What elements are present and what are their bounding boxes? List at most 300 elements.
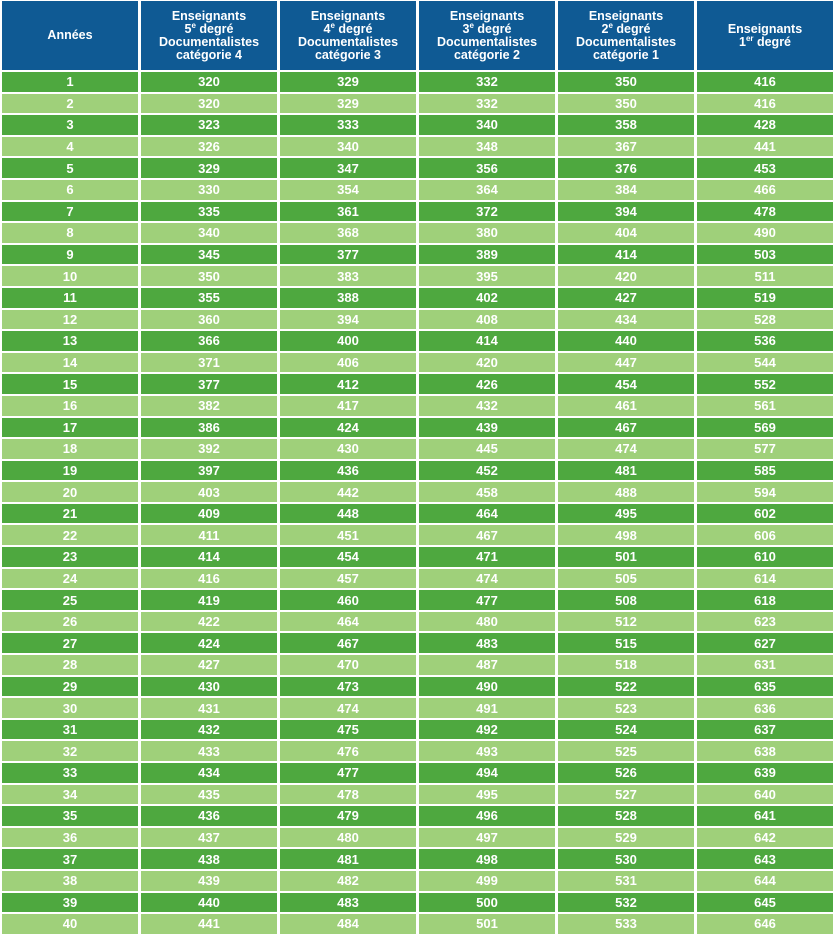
value-cell: 409 <box>141 504 277 524</box>
value-cell: 530 <box>558 849 694 869</box>
value-cell: 389 <box>419 245 555 265</box>
degree-word: degré <box>612 21 651 36</box>
degree-word: degré <box>334 21 373 36</box>
value-cell: 340 <box>280 137 416 157</box>
table-row <box>2 547 833 567</box>
value-cell: 406 <box>280 353 416 373</box>
value-cell: 320 <box>141 72 277 92</box>
table-row <box>2 612 833 632</box>
value-cell: 474 <box>558 439 694 459</box>
degree-suffix: e <box>330 20 335 30</box>
value-cell: 392 <box>141 439 277 459</box>
value-cell: 348 <box>419 137 555 157</box>
table-row <box>2 202 833 222</box>
table-row <box>2 914 833 934</box>
value-cell: 476 <box>280 741 416 761</box>
value-cell: 470 <box>280 655 416 675</box>
year-cell: 26 <box>2 612 138 632</box>
value-cell: 640 <box>697 785 833 805</box>
table-row <box>2 633 833 653</box>
value-cell: 441 <box>141 914 277 934</box>
value-cell: 454 <box>280 547 416 567</box>
value-cell: 411 <box>141 525 277 545</box>
value-cell: 536 <box>697 331 833 351</box>
value-cell: 498 <box>419 849 555 869</box>
table-row <box>2 871 833 891</box>
value-cell: 441 <box>697 137 833 157</box>
header-line: catégorie 1 <box>592 47 659 62</box>
year-cell: 27 <box>2 633 138 653</box>
value-cell: 471 <box>419 547 555 567</box>
value-cell: 483 <box>419 633 555 653</box>
value-cell: 639 <box>697 763 833 783</box>
value-cell: 345 <box>141 245 277 265</box>
value-cell: 533 <box>558 914 694 934</box>
value-cell: 495 <box>558 504 694 524</box>
header-degree <box>323 20 373 36</box>
header-categorie-3 <box>280 1 416 70</box>
header-categorie-1 <box>558 1 694 70</box>
year-cell: 31 <box>2 720 138 740</box>
degree-suffix: e <box>469 20 474 30</box>
year-cell: 4 <box>2 137 138 157</box>
value-cell: 491 <box>419 698 555 718</box>
degree-suffix: er <box>745 33 754 43</box>
value-cell: 637 <box>697 720 833 740</box>
table-row <box>2 158 833 178</box>
value-cell: 501 <box>558 547 694 567</box>
value-cell: 602 <box>697 504 833 524</box>
value-cell: 340 <box>419 115 555 135</box>
value-cell: 442 <box>280 482 416 502</box>
value-cell: 490 <box>697 223 833 243</box>
value-cell: 329 <box>141 158 277 178</box>
value-cell: 427 <box>141 655 277 675</box>
value-cell: 376 <box>558 158 694 178</box>
value-cell: 367 <box>558 137 694 157</box>
year-cell: 30 <box>2 698 138 718</box>
value-cell: 355 <box>141 288 277 308</box>
table-row <box>2 849 833 869</box>
value-cell: 473 <box>280 677 416 697</box>
value-cell: 483 <box>280 893 416 913</box>
table-row <box>2 525 833 545</box>
value-cell: 646 <box>697 914 833 934</box>
value-cell: 366 <box>141 331 277 351</box>
value-cell: 552 <box>697 374 833 394</box>
value-cell: 522 <box>558 677 694 697</box>
year-cell: 17 <box>2 418 138 438</box>
table-row <box>2 266 833 286</box>
value-cell: 383 <box>280 266 416 286</box>
value-cell: 451 <box>280 525 416 545</box>
value-cell: 474 <box>280 698 416 718</box>
value-cell: 594 <box>697 482 833 502</box>
value-cell: 432 <box>141 720 277 740</box>
value-cell: 433 <box>141 741 277 761</box>
table-row <box>2 785 833 805</box>
degree-suffix: e <box>608 20 613 30</box>
value-cell: 480 <box>419 612 555 632</box>
value-cell: 627 <box>697 633 833 653</box>
header-line: catégorie 2 <box>453 47 520 62</box>
table-row <box>2 720 833 740</box>
value-cell: 420 <box>419 353 555 373</box>
value-cell: 422 <box>141 612 277 632</box>
value-cell: 430 <box>280 439 416 459</box>
degree-number: 4 <box>323 21 331 36</box>
value-cell: 525 <box>558 741 694 761</box>
year-cell: 14 <box>2 353 138 373</box>
value-cell: 440 <box>558 331 694 351</box>
value-cell: 434 <box>558 310 694 330</box>
table-row <box>2 353 833 373</box>
value-cell: 481 <box>280 849 416 869</box>
value-cell: 382 <box>141 396 277 416</box>
value-cell: 477 <box>419 590 555 610</box>
year-cell: 23 <box>2 547 138 567</box>
value-cell: 631 <box>697 655 833 675</box>
value-cell: 417 <box>280 396 416 416</box>
value-cell: 496 <box>419 806 555 826</box>
value-cell: 438 <box>141 849 277 869</box>
value-cell: 529 <box>558 828 694 848</box>
header-line: Enseignants <box>171 8 247 23</box>
year-cell: 20 <box>2 482 138 502</box>
year-cell: 2 <box>2 94 138 114</box>
value-cell: 503 <box>697 245 833 265</box>
value-cell: 528 <box>697 310 833 330</box>
value-cell: 361 <box>280 202 416 222</box>
value-cell: 372 <box>419 202 555 222</box>
value-cell: 427 <box>558 288 694 308</box>
value-cell: 320 <box>141 94 277 114</box>
table-row <box>2 245 833 265</box>
value-cell: 457 <box>280 569 416 589</box>
value-cell: 482 <box>280 871 416 891</box>
value-cell: 478 <box>280 785 416 805</box>
table-row <box>2 94 833 114</box>
value-cell: 569 <box>697 418 833 438</box>
value-cell: 384 <box>558 180 694 200</box>
value-cell: 332 <box>419 72 555 92</box>
value-cell: 531 <box>558 871 694 891</box>
value-cell: 481 <box>558 461 694 481</box>
value-cell: 371 <box>141 353 277 373</box>
value-cell: 527 <box>558 785 694 805</box>
header-categorie-2 <box>419 1 555 70</box>
table-row <box>2 396 833 416</box>
header-degree <box>601 20 651 36</box>
table-row <box>2 331 833 351</box>
year-cell: 10 <box>2 266 138 286</box>
year-cell: 19 <box>2 461 138 481</box>
year-cell: 16 <box>2 396 138 416</box>
value-cell: 478 <box>697 202 833 222</box>
value-cell: 464 <box>280 612 416 632</box>
value-cell: 464 <box>419 504 555 524</box>
header-line: Documentalistes <box>436 34 538 49</box>
value-cell: 333 <box>280 115 416 135</box>
year-cell: 40 <box>2 914 138 934</box>
degree-number: 2 <box>601 21 609 36</box>
value-cell: 364 <box>419 180 555 200</box>
table-row <box>2 115 833 135</box>
value-cell: 636 <box>697 698 833 718</box>
value-cell: 420 <box>558 266 694 286</box>
header-annees-label: Années <box>47 28 93 42</box>
year-cell: 38 <box>2 871 138 891</box>
value-cell: 358 <box>558 115 694 135</box>
value-cell: 635 <box>697 677 833 697</box>
value-cell: 377 <box>280 245 416 265</box>
year-cell: 3 <box>2 115 138 135</box>
value-cell: 350 <box>558 94 694 114</box>
year-cell: 18 <box>2 439 138 459</box>
table-row <box>2 763 833 783</box>
value-cell: 424 <box>141 633 277 653</box>
table-row <box>2 137 833 157</box>
year-cell: 5 <box>2 158 138 178</box>
value-cell: 467 <box>419 525 555 545</box>
degree-word: degré <box>753 34 792 49</box>
value-cell: 432 <box>419 396 555 416</box>
header-degree <box>184 20 234 36</box>
value-cell: 467 <box>280 633 416 653</box>
year-cell: 28 <box>2 655 138 675</box>
value-cell: 508 <box>558 590 694 610</box>
degree-number: 1 <box>738 34 746 49</box>
value-cell: 448 <box>280 504 416 524</box>
value-cell: 501 <box>419 914 555 934</box>
value-cell: 426 <box>419 374 555 394</box>
year-cell: 32 <box>2 741 138 761</box>
year-cell: 29 <box>2 677 138 697</box>
year-cell: 7 <box>2 202 138 222</box>
year-cell: 6 <box>2 180 138 200</box>
value-cell: 460 <box>280 590 416 610</box>
year-cell: 9 <box>2 245 138 265</box>
header-line: Documentalistes <box>575 34 677 49</box>
value-cell: 461 <box>558 396 694 416</box>
value-cell: 495 <box>419 785 555 805</box>
table-row <box>2 828 833 848</box>
table-row <box>2 655 833 675</box>
value-cell: 493 <box>419 741 555 761</box>
value-cell: 412 <box>280 374 416 394</box>
value-cell: 452 <box>419 461 555 481</box>
table-row <box>2 288 833 308</box>
value-cell: 431 <box>141 698 277 718</box>
value-cell: 643 <box>697 849 833 869</box>
value-cell: 484 <box>280 914 416 934</box>
value-cell: 330 <box>141 180 277 200</box>
degree-number: 5 <box>184 21 192 36</box>
value-cell: 326 <box>141 137 277 157</box>
table-row <box>2 677 833 697</box>
year-cell: 34 <box>2 785 138 805</box>
value-cell: 644 <box>697 871 833 891</box>
value-cell: 377 <box>141 374 277 394</box>
value-cell: 360 <box>141 310 277 330</box>
value-cell: 350 <box>141 266 277 286</box>
year-cell: 24 <box>2 569 138 589</box>
table-row <box>2 461 833 481</box>
value-cell: 368 <box>280 223 416 243</box>
value-cell: 447 <box>558 353 694 373</box>
value-cell: 454 <box>558 374 694 394</box>
header-line: catégorie 4 <box>175 47 242 62</box>
value-cell: 416 <box>697 72 833 92</box>
value-cell: 437 <box>141 828 277 848</box>
value-cell: 561 <box>697 396 833 416</box>
value-cell: 479 <box>280 806 416 826</box>
value-cell: 544 <box>697 353 833 373</box>
table-row <box>2 893 833 913</box>
value-cell: 490 <box>419 677 555 697</box>
year-cell: 39 <box>2 893 138 913</box>
year-cell: 37 <box>2 849 138 869</box>
value-cell: 380 <box>419 223 555 243</box>
value-cell: 497 <box>419 828 555 848</box>
value-cell: 388 <box>280 288 416 308</box>
value-cell: 499 <box>419 871 555 891</box>
value-cell: 397 <box>141 461 277 481</box>
value-cell: 416 <box>141 569 277 589</box>
year-cell: 15 <box>2 374 138 394</box>
value-cell: 335 <box>141 202 277 222</box>
year-cell: 33 <box>2 763 138 783</box>
value-cell: 404 <box>558 223 694 243</box>
table-row <box>2 698 833 718</box>
value-cell: 480 <box>280 828 416 848</box>
value-cell: 440 <box>141 893 277 913</box>
value-cell: 466 <box>697 180 833 200</box>
table-row <box>2 569 833 589</box>
table-row <box>2 806 833 826</box>
table-row <box>2 310 833 330</box>
value-cell: 439 <box>419 418 555 438</box>
degree-word: degré <box>195 21 234 36</box>
value-cell: 610 <box>697 547 833 567</box>
year-cell: 22 <box>2 525 138 545</box>
value-cell: 614 <box>697 569 833 589</box>
table-row <box>2 741 833 761</box>
value-cell: 428 <box>697 115 833 135</box>
header-line: Enseignants <box>588 8 664 23</box>
header-line: catégorie 3 <box>314 47 381 62</box>
value-cell: 467 <box>558 418 694 438</box>
value-cell: 638 <box>697 741 833 761</box>
degree-suffix: e <box>191 20 196 30</box>
value-cell: 430 <box>141 677 277 697</box>
value-cell: 403 <box>141 482 277 502</box>
value-cell: 394 <box>280 310 416 330</box>
value-cell: 350 <box>558 72 694 92</box>
value-cell: 505 <box>558 569 694 589</box>
value-cell: 332 <box>419 94 555 114</box>
value-cell: 524 <box>558 720 694 740</box>
table-row <box>2 504 833 524</box>
value-cell: 419 <box>141 590 277 610</box>
table-row <box>2 72 833 92</box>
value-cell: 585 <box>697 461 833 481</box>
year-cell: 8 <box>2 223 138 243</box>
value-cell: 458 <box>419 482 555 502</box>
value-cell: 400 <box>280 331 416 351</box>
value-cell: 395 <box>419 266 555 286</box>
value-cell: 512 <box>558 612 694 632</box>
value-cell: 414 <box>419 331 555 351</box>
header-line: Documentalistes <box>297 34 399 49</box>
value-cell: 436 <box>280 461 416 481</box>
value-cell: 329 <box>280 94 416 114</box>
table-body <box>2 72 833 936</box>
value-cell: 641 <box>697 806 833 826</box>
value-cell: 519 <box>697 288 833 308</box>
header-degree <box>462 20 512 36</box>
value-cell: 526 <box>558 763 694 783</box>
value-cell: 394 <box>558 202 694 222</box>
header-degree <box>738 33 792 49</box>
degree-number: 3 <box>462 21 470 36</box>
table-row <box>2 418 833 438</box>
year-cell: 11 <box>2 288 138 308</box>
value-cell: 494 <box>419 763 555 783</box>
value-cell: 386 <box>141 418 277 438</box>
value-cell: 532 <box>558 893 694 913</box>
value-cell: 577 <box>697 439 833 459</box>
value-cell: 477 <box>280 763 416 783</box>
table-row <box>2 590 833 610</box>
value-cell: 623 <box>697 612 833 632</box>
value-cell: 439 <box>141 871 277 891</box>
year-cell: 21 <box>2 504 138 524</box>
year-cell: 25 <box>2 590 138 610</box>
table-header <box>2 1 833 70</box>
header-line: Enseignants <box>310 8 386 23</box>
value-cell: 408 <box>419 310 555 330</box>
year-cell: 13 <box>2 331 138 351</box>
header-categorie-4 <box>141 1 277 70</box>
value-cell: 414 <box>558 245 694 265</box>
value-cell: 329 <box>280 72 416 92</box>
year-cell: 12 <box>2 310 138 330</box>
value-cell: 416 <box>697 94 833 114</box>
table-row <box>2 180 833 200</box>
value-cell: 498 <box>558 525 694 545</box>
degree-word: degré <box>473 21 512 36</box>
value-cell: 515 <box>558 633 694 653</box>
header-line: Enseignants <box>449 8 525 23</box>
value-cell: 474 <box>419 569 555 589</box>
value-cell: 487 <box>419 655 555 675</box>
value-cell: 642 <box>697 828 833 848</box>
value-cell: 402 <box>419 288 555 308</box>
value-cell: 518 <box>558 655 694 675</box>
header-line: Enseignants <box>727 21 803 36</box>
value-cell: 528 <box>558 806 694 826</box>
header-premier-degre <box>697 1 833 70</box>
year-cell: 1 <box>2 72 138 92</box>
value-cell: 323 <box>141 115 277 135</box>
header-annees <box>2 1 138 70</box>
value-cell: 414 <box>141 547 277 567</box>
value-cell: 436 <box>141 806 277 826</box>
value-cell: 606 <box>697 525 833 545</box>
value-cell: 424 <box>280 418 416 438</box>
value-cell: 435 <box>141 785 277 805</box>
